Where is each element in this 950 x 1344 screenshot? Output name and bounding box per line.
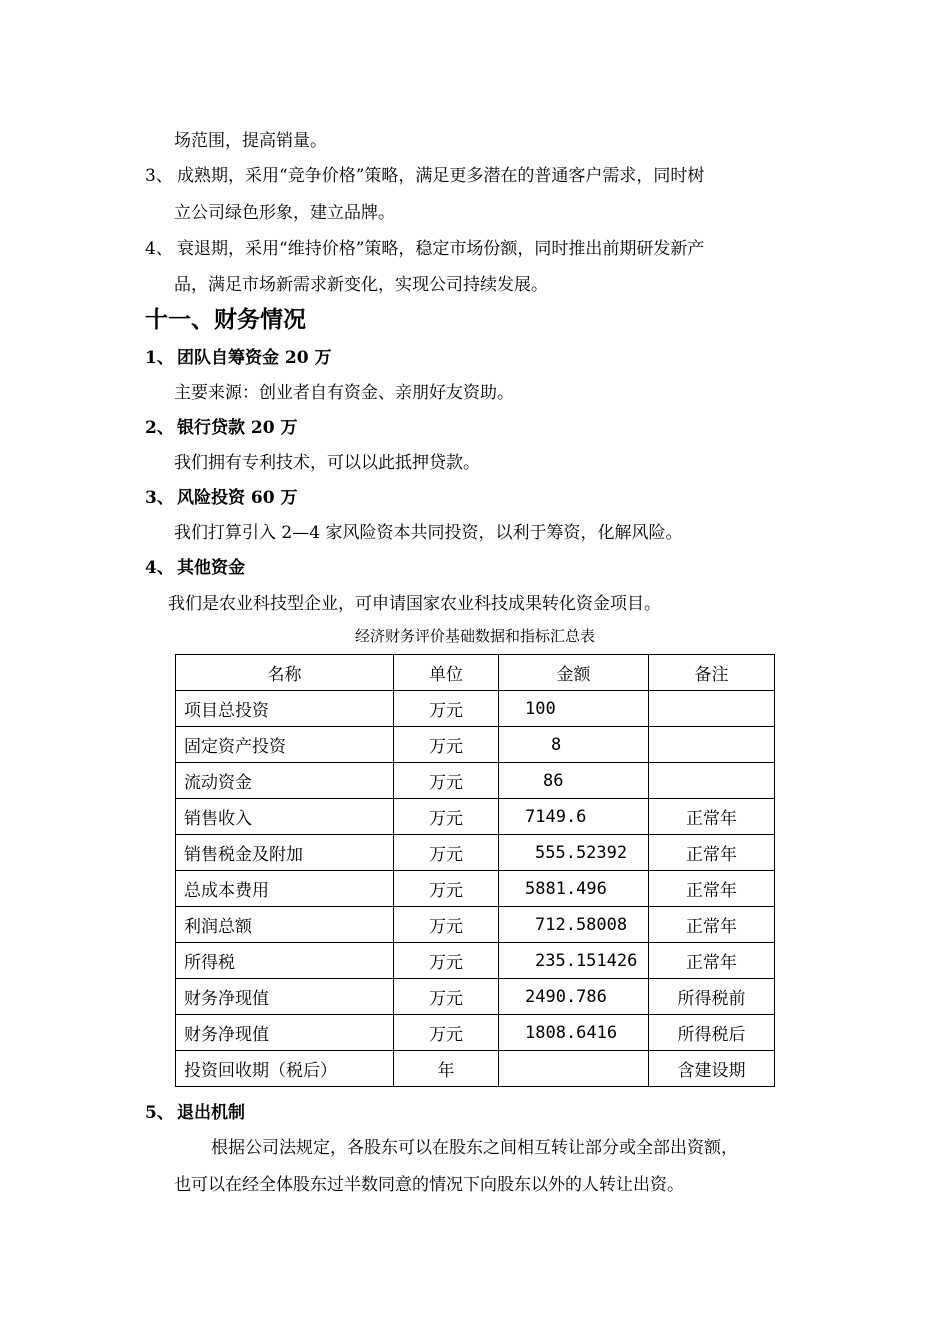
cell-note: 正常年 — [649, 835, 775, 871]
cell-amount: 235.151426 — [499, 943, 649, 979]
cell-note: 所得税前 — [649, 979, 775, 1015]
cell-name: 销售税金及附加 — [176, 835, 394, 871]
cell-amount — [499, 1051, 649, 1087]
item-number: 3、 — [145, 488, 174, 508]
paragraph-line: 品，满足市场新需求新变化，实现公司持续发展。 — [174, 275, 548, 295]
cell-unit: 万元 — [394, 871, 499, 907]
paragraph-line: 场范围，提高销量。 — [174, 131, 327, 151]
cell-name: 流动资金 — [176, 763, 394, 799]
item-body: 主要来源：创业者自有资金、亲朋好友资助。 — [174, 383, 514, 403]
cell-note: 含建设期 — [649, 1051, 775, 1087]
cell-note — [649, 691, 775, 727]
cell-amount: 7149.6 — [499, 799, 649, 835]
cell-unit: 万元 — [394, 979, 499, 1015]
cell-unit: 万元 — [394, 691, 499, 727]
item-title: 风险投资 60 万 — [177, 488, 298, 508]
table-row — [176, 1051, 775, 1087]
list-number: 4、 — [145, 239, 173, 259]
cell-unit: 万元 — [394, 1015, 499, 1051]
cell-name: 投资回收期（税后） — [176, 1051, 394, 1087]
cell-unit: 万元 — [394, 763, 499, 799]
item-title: 退出机制 — [177, 1103, 245, 1123]
table-row — [176, 871, 775, 907]
table-header-row — [176, 655, 775, 691]
cell-amount: 712.58008 — [499, 907, 649, 943]
header-cell: 单位 — [394, 655, 499, 691]
cell-note — [649, 763, 775, 799]
cell-amount: 555.52392 — [499, 835, 649, 871]
paragraph-line: 也可以在经全体股东过半数同意的情况下向股东以外的人转让出资。 — [174, 1175, 684, 1195]
cell-name: 总成本费用 — [176, 871, 394, 907]
cell-unit: 万元 — [394, 799, 499, 835]
cell-unit: 万元 — [394, 727, 499, 763]
table-row — [176, 691, 775, 727]
cell-amount: 86 — [499, 763, 649, 799]
cell-unit: 万元 — [394, 907, 499, 943]
list-number: 3、 — [145, 166, 173, 186]
header-cell: 金额 — [499, 655, 649, 691]
cell-note — [649, 727, 775, 763]
table-row — [176, 799, 775, 835]
item-number: 4、 — [145, 558, 174, 578]
table-row — [176, 943, 775, 979]
cell-name: 所得税 — [176, 943, 394, 979]
cell-unit: 万元 — [394, 835, 499, 871]
header-cell: 备注 — [649, 655, 775, 691]
item-number: 2、 — [145, 418, 174, 438]
item-body: 我们拥有专利技术，可以以此抵押贷款。 — [174, 453, 480, 473]
cell-amount: 5881.496 — [499, 871, 649, 907]
cell-unit: 年 — [394, 1051, 499, 1087]
cell-note: 正常年 — [649, 907, 775, 943]
table-row — [176, 835, 775, 871]
cell-name: 项目总投资 — [176, 691, 394, 727]
cell-name: 销售收入 — [176, 799, 394, 835]
cell-amount: 2490.786 — [499, 979, 649, 1015]
paragraph-line: 衰退期，采用“维持价格”策略，稳定市场份额，同时推出前期研发新产 — [177, 239, 705, 259]
item-number: 5、 — [145, 1103, 174, 1123]
item-title: 团队自筹资金 20 万 — [177, 348, 332, 368]
cell-note: 正常年 — [649, 871, 775, 907]
table-row — [176, 907, 775, 943]
item-body: 我们是农业科技型企业，可申请国家农业科技成果转化资金项目。 — [168, 594, 661, 614]
item-title: 银行贷款 20 万 — [177, 418, 298, 438]
table-row — [176, 979, 775, 1015]
cell-note: 正常年 — [649, 799, 775, 835]
item-body: 我们打算引入 2—4 家风险资本共同投资，以利于筹资，化解风险。 — [174, 523, 683, 543]
cell-name: 固定资产投资 — [176, 727, 394, 763]
paragraph-line: 根据公司法规定，各股东可以在股东之间相互转让部分或全部出资额， — [211, 1138, 738, 1158]
paragraph-line: 立公司绿色形象，建立品牌。 — [174, 203, 395, 223]
table-row — [176, 763, 775, 799]
cell-name: 财务净现值 — [176, 1015, 394, 1051]
cell-name: 财务净现值 — [176, 979, 394, 1015]
finance-table — [175, 654, 775, 1087]
paragraph-line: 成熟期，采用“竞争价格”策略，满足更多潜在的普通客户需求，同时树 — [177, 166, 705, 186]
cell-amount: 1808.6416 — [499, 1015, 649, 1051]
section-title: 十一、财务情况 — [145, 306, 306, 333]
cell-amount: 100 — [499, 691, 649, 727]
header-cell: 名称 — [176, 655, 394, 691]
cell-amount: 8 — [499, 727, 649, 763]
table-caption: 经济财务评价基础数据和指标汇总表 — [354, 627, 595, 645]
item-title: 其他资金 — [177, 558, 245, 578]
cell-note: 正常年 — [649, 943, 775, 979]
item-number: 1、 — [145, 348, 174, 368]
cell-name: 利润总额 — [176, 907, 394, 943]
cell-unit: 万元 — [394, 943, 499, 979]
table-row — [176, 727, 775, 763]
cell-note: 所得税后 — [649, 1015, 775, 1051]
table-row — [176, 1015, 775, 1051]
